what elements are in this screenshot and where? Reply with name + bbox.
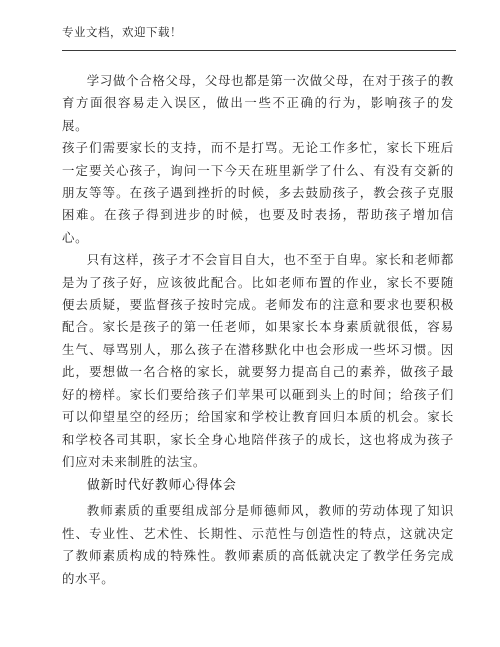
paragraph-1: 学习做个合格父母，父母也都是第一次做父母，在对于孩子的教育方面很容易走入误区，做出一些不正确的行为，影响孩子的发展。 bbox=[62, 73, 454, 133]
paragraph-3: 只有这样，孩子才不会盲目自大，也不至于自卑。家长和老师都是为了孩子好，应该彼此配合。比如老师布置的作业，家长不要随便去质疑，要监督孩子按时完成。老师发布的注意和要求也要积极配合。家长是孩子的第一任老师，如果家长本身素质就很低，容易生气、辱骂别人，那么孩子在潜移默化中也会形成一些坏习惯。因此，要想做一名合格的家长，就要努力提高自己的素养，做孩子最好的榜样。家长们要给孩子们苹果可以砸到头上的时间；给孩子们可以仰望星空的经历；给国家和学校让教育回归本质的机会。家长和学校各司其职，家长全身心地陪伴孩子的成长，这也将成为孩子们应对未来制胜的法宝。 bbox=[62, 252, 454, 469]
paragraph-2: 孩子们需要家长的支持，而不是打骂。无论工作多忙，家长下班后一定要关心孩子，询问一下今天在班里新学了什么、有没有交新的朋友等等。在孩子遇到挫折的时候，多去鼓励孩子，教会孩子克服困难。在孩子得到进步的时候，也要及时表扬，帮助孩子增加信心。 bbox=[62, 140, 454, 245]
document-body bbox=[62, 70, 454, 590]
section-heading: 做新时代好教师心得体会 bbox=[87, 478, 237, 494]
section-paragraph: 教师素质的重要组成部分是师德师风，教师的劳动体现了知识性、专业性、艺术性、长期性、示范性与创造性的特点，这就决定了教师素质构成的特殊性。教师素质的高低就决定了教学任务完成的水平。 bbox=[62, 503, 454, 586]
header-divider bbox=[62, 50, 456, 51]
page-header: 专业文档，欢迎下载！ bbox=[62, 25, 182, 39]
